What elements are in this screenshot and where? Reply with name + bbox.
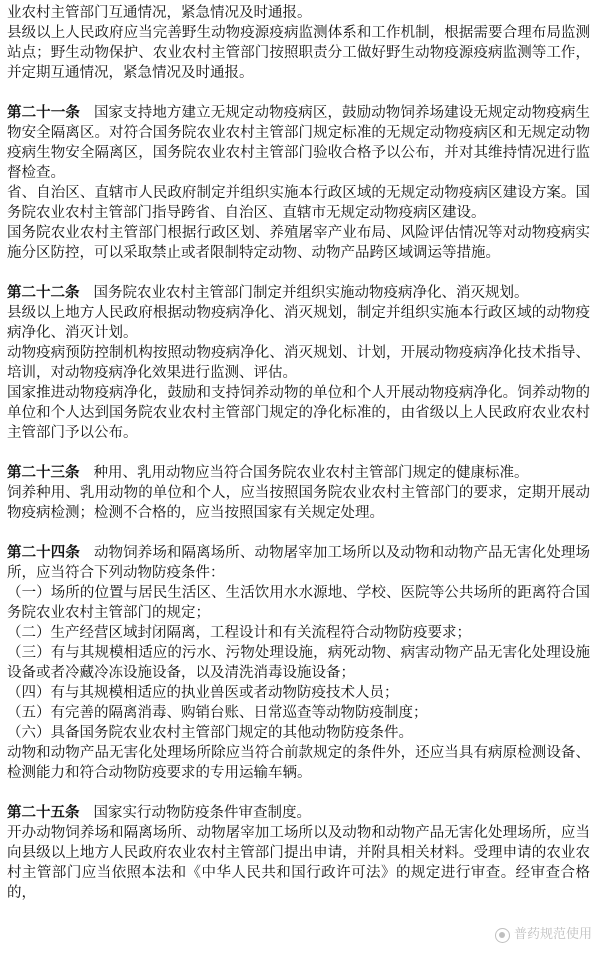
watermark-text: 普药规范使用 — [513, 927, 592, 942]
article-24-item-4: （四）有与其规模相适应的执业兽医或者动物防疫技术人员； — [7, 685, 399, 701]
article-24-item-6: （六）具备国务院农业农村主管部门规定的其他动物防疫条件。 — [7, 725, 413, 741]
article-23-para-1: 第二十三条 种用、乳用动物应当符合国务院农业农村主管部门规定的健康标准。 — [7, 464, 529, 481]
article-heading: 第二十三条 — [7, 464, 80, 481]
article-heading: 第二十二条 — [7, 284, 80, 301]
article-25 — [7, 803, 590, 903]
article-21 — [7, 103, 590, 263]
article-22 — [7, 283, 590, 443]
watermark — [495, 925, 592, 945]
article-24-item-1: （一）场所的位置与居民生活区、生活饮用水水源地、学校、医院等公共场所的距离符合国务院农业农村主管部门的规定； — [7, 585, 590, 621]
article-21-para-1: 第二十一条 国家支持地方建立无规定动物疫病区，鼓励动物饲养场建设无规定动物疫病生物安全隔离区。对符合国务院农业农村主管部门规定标准的无规定动物疫病区和无规定动物疫病生物安全隔离区，国务院农业农村主管部门验收合格予以公布，并对其维持情况进行监督检查。 — [7, 104, 591, 181]
article-22-para-4: 国家推进动物疫病净化，鼓励和支持饲养动物的单位和个人开展动物疫病净化。饲养动物的单位和个人达到国务院农业农村主管部门规定的净化标准的，由省级以上人民政府农业农村主管部门予以公布。 — [7, 385, 590, 441]
article-21-para-3: 国务院农业农村主管部门根据行政区划、养殖屠宰产业布局、风险评估情况等对动物疫病实施分区防控，可以采取禁止或者限制特定动物、动物产品跨区域调运等措施。 — [7, 225, 590, 261]
article-24-para-1: 第二十四条 动物饲养场和隔离场所、动物屠宰加工场所以及动物和动物产品无害化处理场所，应当符合下列动物防疫条件： — [7, 544, 591, 581]
article-22-para-3: 动物疫病预防控制机构按照动物疫病净化、消灭规划、计划，开展动物疫病净化技术指导、培训，对动物疫病净化效果进行监测、评估。 — [7, 345, 590, 381]
intro-paragraph-1: 业农村主管部门互通情况，紧急情况及时通报。 — [7, 5, 312, 21]
article-23-para-2: 饲养种用、乳用动物的单位和个人，应当按照国务院农业农村主管部门的要求，定期开展动物疫病检测；检测不合格的，应当按照国家有关规定处理。 — [7, 485, 590, 521]
article-22-para-2: 县级以上地方人民政府根据动物疫病净化、消灭规划，制定并组织实施本行政区域的动物疫病净化、消灭计划。 — [7, 305, 590, 341]
article-heading: 第二十一条 — [7, 104, 80, 121]
article-heading: 第二十四条 — [7, 544, 80, 561]
article-24 — [7, 543, 590, 783]
article-23 — [7, 463, 590, 523]
article-24-item-5: （五）有完善的隔离消毒、购销台账、日常巡查等动物防疫制度； — [7, 705, 428, 721]
article-heading: 第二十五条 — [7, 804, 80, 821]
article-24-para-2: 动物和动物产品无害化处理场所除应当符合前款规定的条件外，还应当具有病原检测设备、检测能力和符合动物防疫要求的专用运输车辆。 — [7, 745, 590, 781]
intro-paragraph-2: 县级以上人民政府应当完善野生动物疫源疫病监测体系和工作机制，根据需要合理布局监测站点；野生动物保护、农业农村主管部门按照职责分工做好野生动物疫源疫病监测等工作，并定期互通情况，紧急情况及时通报。 — [7, 25, 590, 81]
article-24-item-2: （二）生产经营区域封闭隔离，工程设计和有关流程符合动物防疫要求； — [7, 625, 471, 641]
article-25-para-2: 开办动物饲养场和隔离场所、动物屠宰加工场所以及动物和动物产品无害化处理场所，应当向县级以上地方人民政府农业农村主管部门提出申请，并附具相关材料。受理申请的农业农村主管部门应当依照本法和《中华人民共和国行政许可法》的规定进行审查。经审查合格的， — [7, 825, 590, 901]
article-22-para-1: 第二十二条 国务院农业农村主管部门制定并组织实施动物疫病净化、消灭规划。 — [7, 284, 529, 301]
wechat-logo-icon — [495, 928, 510, 943]
article-25-para-1: 第二十五条 国家实行动物防疫条件审查制度。 — [7, 804, 311, 821]
article-24-item-3: （三）有与其规模相适应的污水、污物处理设施，病死动物、病害动物产品无害化处理设施设备或者冷藏冷冻设施设备，以及清洗消毒设施设备； — [7, 645, 590, 681]
article-21-para-2: 省、自治区、直辖市人民政府制定并组织实施本行政区域的无规定动物疫病区建设方案。国务院农业农村主管部门指导跨省、自治区、直辖市无规定动物疫病区建设。 — [7, 185, 590, 221]
